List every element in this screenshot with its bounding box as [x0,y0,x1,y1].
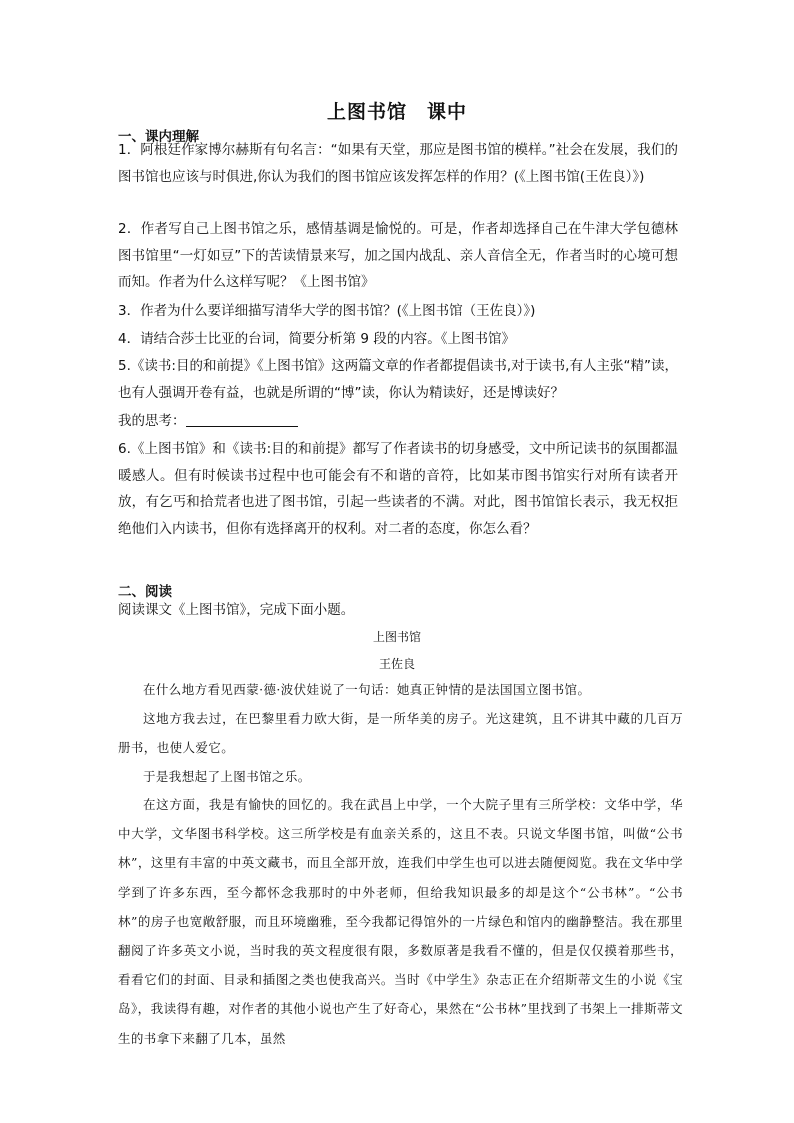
article-paragraph-4: 在这方面，我是有愉快的回忆的。我在武昌上中学，一个大院子里有三所学校：文华中学，华中大学，文华图书科学校。这三所学校是有血亲关系的，这且不表。只说文华图书馆，叫做“公书林”，这里有丰富的中英文藏书，而且全部开放，连我们中学生也可以进去随便阅览。我在文华中学学到了许多东西，至今都怀念我那时的中外老师，但给我知识最多的却是这个“公书林”。“公书林”的房子也宽敞舒服，而且环境幽雅，至今我都记得馆外的一片绿色和馆内的幽静整洁。我在那里翻阅了许多英文小说，当时我的英文程度很有限，多数原著是我看不懂的，但是仅仅摸着那些书，看看它们的封面、目录和插图之类也使我高兴。当时《中学生》杂志正在介绍斯蒂文生的小说《宝岛》，我读得有趣，对作者的其他小说也产生了好奇心，果然在“公书林”里找到了书架上一排斯蒂文生的书拿下来翻了几本，虽然 [118,797,683,1046]
reading-instructions: 阅读课文《上图书馆》，完成下面小题。 [118,602,355,618]
question-4: 4．请结合莎士比亚的台词，简要分析第 9 段的内容。《上图书馆》 [118,331,516,347]
article-paragraph-3: 于是我想起了上图书馆之乐。 [143,769,311,784]
section-heading-comprehension: 一、课内理解 [118,129,199,145]
section-heading-reading: 二、阅读 [118,584,172,600]
question-1: 1．阿根廷作家博尔赫斯有句名言：“如果有天堂，那应是图书馆的模样。”社会在发展，我们的图书馆也应该与时俱进,你认为我们的图书馆应该发挥怎样的作用？(《上图书馆(王佐良）》) [118,142,678,185]
question-6: 6.《上图书馆》和《读书:目的和前提》都写了作者读书的切身感受，文中所记读书的氛围都温暖感人。但有时候读书过程中也可能会有不和谐的音符，比如某市图书馆实行对所有读者开放，有乞丐和拾荒者也进了图书馆，引起一些读者的不满。对此，图书馆馆长表示，我无权拒绝他们入内读书，但你有选择离开的权利。对二者的态度，你怎么看？ [118,441,678,537]
answer-blank[interactable] [186,412,298,427]
article-paragraph-2: 这地方我去过，在巴黎里看力欧大街，是一所华美的房子。光这建筑，且不讲其中藏的几百万册书，也使人爱它。 [118,711,683,756]
my-thoughts-line [118,408,678,435]
question-3: 3．作者为什么要详细描写清华大学的图书馆？(《上图书馆（王佐良）》) [118,303,536,319]
article-title: 上图书馆 [372,630,421,644]
question-5: 5.《读书:目的和前提》《上图书馆》这两篇文章的作者都提倡读书,对于读书,有人主张“精”读，也有人强调开卷有益，也就是所谓的“博”读，你认为精读好，还是博读好？ [118,358,678,401]
my-thoughts-label: 我的思考： [118,413,186,429]
question-2: 2．作者写自己上图书馆之乐，感情基调是愉悦的。可是，作者却选择自己在牛津大学包德林图书馆里“一灯如豆”下的苦读情景来写，加之国内战乱、亲人音信全无，作者当时的心境可想而知。作者为什么这样写呢？《上图书馆》 [118,221,678,290]
page-title: 上图书馆 课中 [326,101,467,123]
article-paragraph-1: 在什么地方看见西蒙·德·波伏娃说了一句话：她真正钟情的是法国国立图书馆。 [143,682,591,697]
article-author: 王佐良 [378,657,415,671]
